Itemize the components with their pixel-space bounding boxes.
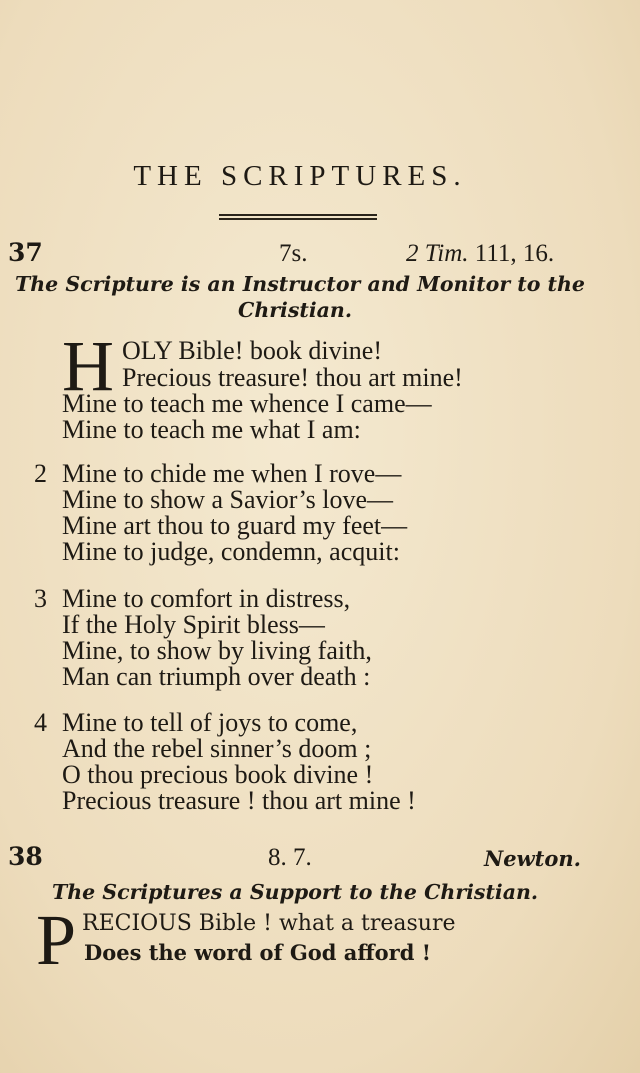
reference-chapter-verse: 111, 16. xyxy=(474,240,555,267)
hymn-subject-line-1: The Scripture is an Instructor and Monitor to the xyxy=(15,272,585,296)
verse-line: Mine to tell of joys to come, xyxy=(62,708,358,737)
hymn-number: 38 xyxy=(8,842,43,871)
verse-line: RECIOUS Bible ! what a treasure xyxy=(82,911,456,936)
verse-line: Man can triumph over death : xyxy=(62,662,371,691)
verse-line: And the rebel sinner’s doom ; xyxy=(62,734,372,763)
scripture-reference xyxy=(406,240,554,268)
verse-line: Precious treasure ! thou art mine ! xyxy=(62,786,416,815)
verse-line: OLY Bible! book divine! xyxy=(122,336,382,365)
hymn-meter: 8. 7. xyxy=(268,844,312,871)
verse-line: Mine to judge, condemn, acquit: xyxy=(62,537,400,566)
page-title: THE SCRIPTURES. xyxy=(133,160,467,192)
reference-book: 2 Tim. xyxy=(406,240,469,267)
verse-line: Mine art thou to guard my feet— xyxy=(62,511,408,540)
verse-line: Mine to teach me whence I came— xyxy=(62,389,432,418)
verse-line: Mine to teach me what I am: xyxy=(62,415,361,444)
verse-line: Mine to comfort in distress, xyxy=(62,584,351,613)
hymn-meter: 7s. xyxy=(279,240,308,267)
drop-cap: H xyxy=(62,326,114,406)
hymn-number: 37 xyxy=(8,238,43,267)
verse-line: Mine to show a Savior’s love— xyxy=(62,485,393,514)
verse-line: Mine, to show by living faith, xyxy=(62,636,372,665)
hymn-subject-line-2: Christian. xyxy=(238,298,352,322)
stanza-number: 2 xyxy=(34,459,47,488)
title-rule-bottom xyxy=(219,218,377,220)
hymn-author: Newton. xyxy=(484,846,581,871)
verse-line: Precious treasure! thou art mine! xyxy=(122,363,463,392)
verse-line: If the Holy Spirit bless— xyxy=(62,610,325,639)
title-rule-top xyxy=(219,214,377,216)
drop-cap: P xyxy=(36,900,77,980)
verse-line: O thou precious book divine ! xyxy=(62,760,374,789)
verse-line: Mine to chide me when I rove— xyxy=(62,459,402,488)
hymn-subject: The Scriptures a Support to the Christian. xyxy=(51,880,539,904)
stanza-number: 4 xyxy=(34,708,47,737)
stanza-number: 3 xyxy=(34,584,47,613)
verse-line: Does the word of God afford ! xyxy=(84,940,431,965)
